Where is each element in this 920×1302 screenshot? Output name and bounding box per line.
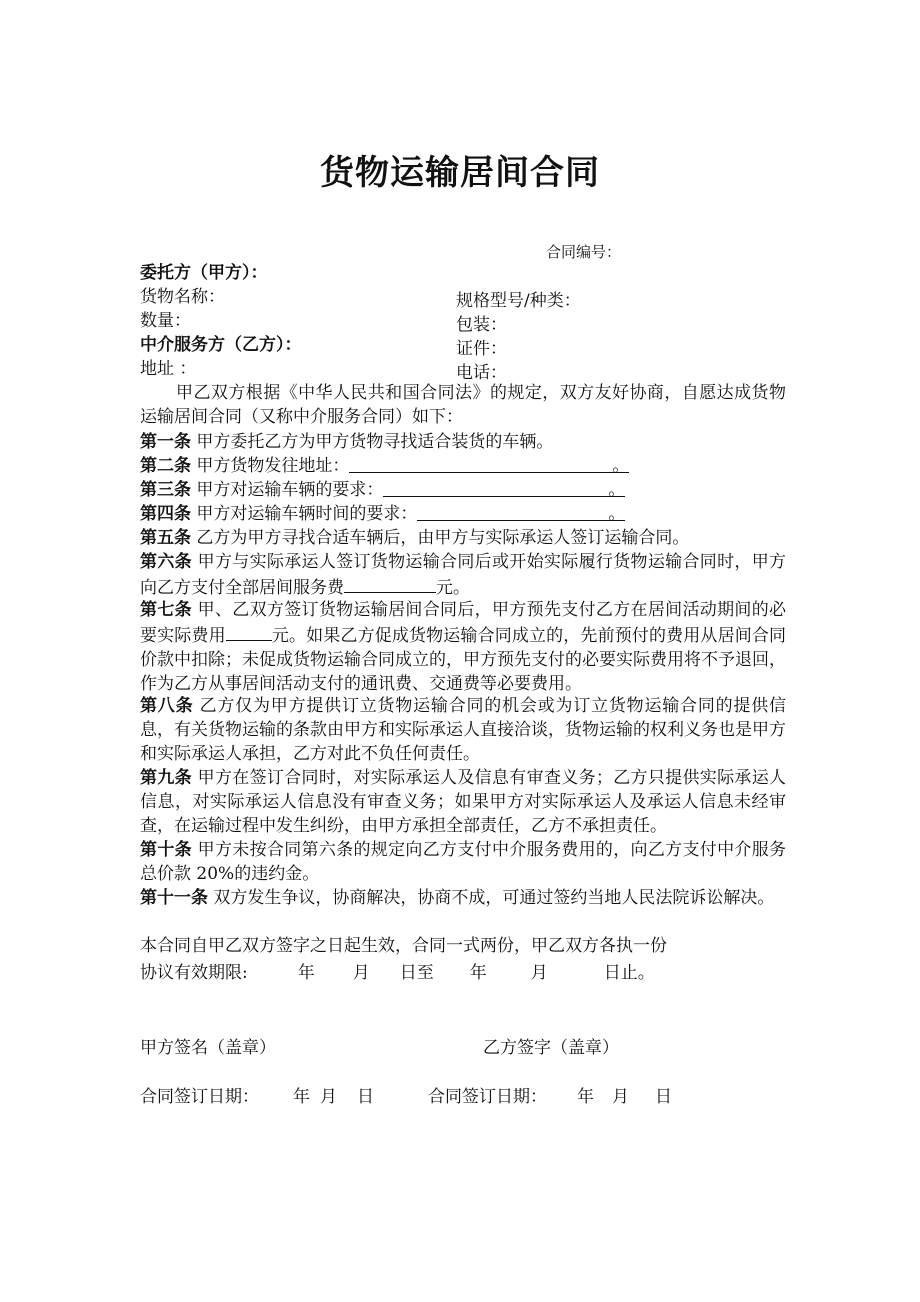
validity-month-2: 月 bbox=[530, 963, 548, 983]
article-2-end: 。 bbox=[612, 456, 630, 476]
date-b-year: 年 bbox=[577, 1087, 594, 1107]
article-2-blank bbox=[349, 454, 630, 476]
article-11 bbox=[140, 886, 786, 910]
article-1-text: 甲方委托乙方为甲方货物寻找适合装货的车辆。 bbox=[196, 432, 554, 452]
date-a-label: 合同签订日期： bbox=[140, 1087, 259, 1107]
article-8 bbox=[140, 694, 786, 766]
article-9-text: 甲方在签订合同时，对实际承运人及信息有审查义务；乙方只提供实际承运人信息，对实际承运人信息没有审查义务；如果甲方对实际承运人及承运人信息未经审查，在运输过程中发生纠纷，由甲方承担全部责任，乙方不承担责任。 bbox=[140, 768, 787, 836]
article-2 bbox=[140, 454, 786, 478]
contract-number-label: 合同编号： bbox=[546, 243, 622, 261]
article-1 bbox=[140, 430, 786, 454]
article-4-end: 。 bbox=[608, 504, 626, 524]
phone-label: 电话： bbox=[456, 363, 507, 383]
date-b-label: 合同签订日期： bbox=[428, 1087, 547, 1107]
certificate-label: 证件： bbox=[456, 339, 507, 359]
quantity-label: 数量： bbox=[140, 311, 191, 331]
article-8-text: 乙方仅为甲方提供订立货物运输合同的机会或为订立货物运输合同的提供信息，有关货物运输的条款由甲方和实际承运人直接洽谈，货物运输的权利义务也是甲方和实际承运人承担，乙方对此不负任何责任。 bbox=[140, 696, 787, 764]
article-10-heading: 第十条 bbox=[140, 840, 192, 860]
validity-month-1: 月 bbox=[352, 963, 370, 983]
intro-paragraph: 甲乙双方根据《中华人民共和国合同法》的规定，双方友好协商，自愿达成货物运输居间合同（又称中介服务合同）如下： bbox=[140, 383, 786, 427]
validity-row bbox=[140, 958, 655, 983]
party-a-signing-date bbox=[140, 1082, 374, 1107]
date-b-month: 月 bbox=[612, 1087, 629, 1107]
article-4-text: 甲方对运输车辆时间的要求： bbox=[196, 504, 418, 524]
article-7-text-2: 元。如果乙方促成货物运输合同成立的，先前预付的费用从居间合同价款中扣除；未促成货物运输合同成立的，甲方预先支付的必要实际费用将不予退回，作为乙方从事居间活动支付的通讯费、交通费等必要费用。 bbox=[140, 626, 787, 694]
article-5-heading: 第五条 bbox=[140, 528, 191, 548]
article-7 bbox=[140, 598, 786, 696]
article-11-heading: 第十一条 bbox=[140, 888, 208, 908]
validity-day-end: 日止。 bbox=[603, 963, 655, 983]
article-9 bbox=[140, 766, 786, 838]
address-label: 地址 ： bbox=[140, 359, 197, 379]
article-1-heading: 第一条 bbox=[140, 432, 191, 452]
article-6-end: 元。 bbox=[436, 578, 470, 598]
party-b-signature-label: 乙方签字（盖章） bbox=[483, 1038, 619, 1058]
article-3 bbox=[140, 478, 786, 502]
goods-name-label: 货物名称： bbox=[140, 287, 225, 307]
party-a-signature-label: 甲方签名（盖章） bbox=[140, 1038, 276, 1058]
article-6-heading: 第六条 bbox=[140, 552, 192, 572]
article-2-text: 甲方货物发往地址： bbox=[196, 456, 350, 476]
article-11-text: 双方发生争议，协商解决，协商不成，可通过签约当地人民法院诉讼解决。 bbox=[213, 888, 775, 908]
article-3-end: 。 bbox=[608, 480, 626, 500]
packing-label: 包装： bbox=[456, 315, 507, 335]
article-7-heading: 第七条 bbox=[140, 600, 192, 620]
article-10-text: 甲方未按合同第六条的规定向乙方支付中介服务费用的，向乙方支付中介服务总价款 20%的违约金。 bbox=[140, 840, 787, 884]
article-3-blank bbox=[383, 478, 626, 500]
article-6-blank bbox=[344, 574, 436, 593]
validity-year-2: 年 bbox=[469, 963, 487, 983]
article-10 bbox=[140, 838, 786, 886]
article-3-text: 甲方对运输车辆的要求： bbox=[196, 480, 384, 500]
article-4-blank bbox=[417, 502, 626, 524]
validity-year-1: 年 bbox=[297, 963, 315, 983]
date-a-day: 日 bbox=[357, 1087, 374, 1107]
party-b-signing-date bbox=[428, 1082, 672, 1107]
date-a-year: 年 bbox=[293, 1087, 310, 1107]
article-8-heading: 第八条 bbox=[140, 696, 194, 716]
effective-clause: 本合同自甲乙双方签字之日起生效，合同一式两份，甲乙双方各执一份 bbox=[140, 936, 667, 956]
spec-label: 规格型号/种类： bbox=[456, 291, 581, 311]
party-b-label: 中介服务方（乙方）： bbox=[140, 335, 302, 355]
article-9-heading: 第九条 bbox=[140, 768, 192, 788]
article-7-blank bbox=[226, 622, 272, 641]
document-title: 货物运输居间合同 bbox=[320, 153, 600, 193]
date-b-day: 日 bbox=[655, 1087, 672, 1107]
article-5-text: 乙方为甲方寻找合适车辆后，由甲方与实际承运人签订运输合同。 bbox=[196, 528, 690, 548]
article-6-text: 甲方与实际承运人签订货物运输合同后或开始实际履行货物运输合同时，甲方向乙方支付全部居间服务费 bbox=[140, 552, 787, 598]
article-2-heading: 第二条 bbox=[140, 456, 191, 476]
article-4 bbox=[140, 502, 786, 526]
article-6 bbox=[140, 550, 786, 600]
article-3-heading: 第三条 bbox=[140, 480, 191, 500]
article-5 bbox=[140, 526, 786, 550]
party-a-label: 委托方（甲方）： bbox=[140, 263, 268, 283]
validity-label: 协议有效期限: bbox=[140, 963, 248, 983]
article-4-heading: 第四条 bbox=[140, 504, 191, 524]
validity-day-to: 日至 bbox=[399, 963, 434, 983]
date-a-month: 月 bbox=[320, 1087, 337, 1107]
article-7-text-1: 甲、乙双方签订货物运输居间合同后，甲方预先支付乙方在居间活动期间的必要实际费用 bbox=[140, 600, 787, 646]
